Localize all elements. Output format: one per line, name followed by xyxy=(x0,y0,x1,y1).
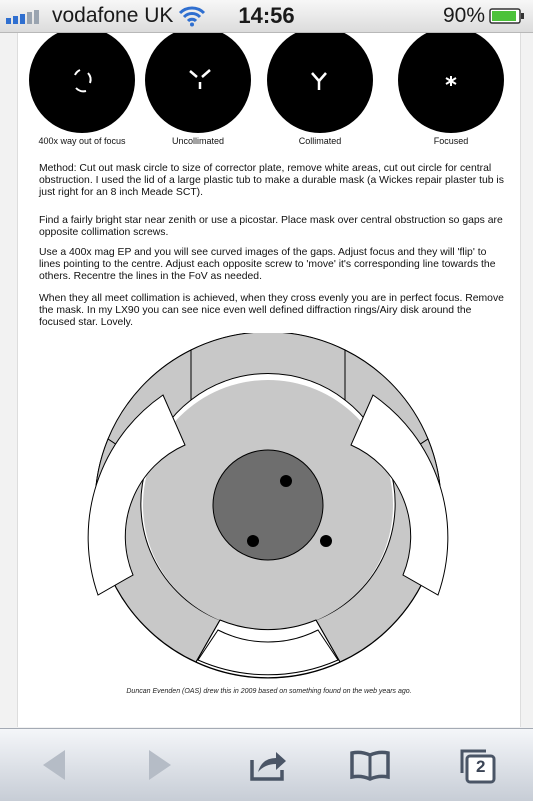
back-button[interactable] xyxy=(32,743,76,787)
disc-out-of-focus xyxy=(29,33,135,133)
web-page[interactable] xyxy=(17,33,521,727)
battery-percent: 90% xyxy=(442,4,485,27)
collimation-screw-right xyxy=(320,535,332,547)
status-bar xyxy=(0,0,533,33)
tab-count: 2 xyxy=(476,757,486,776)
disc-label-focused: Focused xyxy=(433,136,469,146)
disc-uncollimated xyxy=(145,33,251,133)
back-arrow-icon xyxy=(39,748,69,782)
disc-label-uncollimated: Uncollimated xyxy=(171,136,225,146)
clock: 14:56 xyxy=(238,3,295,28)
share-icon xyxy=(248,748,288,782)
diagram-credit: Duncan Evenden (OAS) drew this in 2009 based on something found on the web years ago. xyxy=(126,688,412,695)
tabs-button[interactable] xyxy=(456,743,500,787)
paragraph-find-star: Find a fairly bright star near zenith or use a picostar. Place mask over central obstruction so gaps are opposite collimation screws. xyxy=(39,215,503,238)
central-obstruction xyxy=(213,450,323,560)
bookmarks-book-icon xyxy=(349,749,391,781)
collimation-screw-top xyxy=(280,475,292,487)
paragraph-method: Method: Cut out mask circle to size of corrector plate, remove white areas, cut out circle for central obstruction. I used the lid of a large plastic tub to make a durable mask (a Wickes repair plaster tub is just right for an 8 inch Meade SCT). xyxy=(39,163,504,198)
carrier-name: vodafone UK xyxy=(52,4,174,27)
paragraph-conclusion: When they all meet collimation is achieved, when they cross evenly you are in perfect focus. Remove the mask. In my LX90 you can see nice even well defined diffraction rings/Airy disk around the focused star. Lovely. xyxy=(39,293,504,328)
forward-button[interactable] xyxy=(138,743,182,787)
browser-toolbar xyxy=(0,728,533,801)
disc-images xyxy=(18,33,520,133)
mask-diagram xyxy=(18,333,520,688)
disc-label-out-of-focus: 400x way out of focus xyxy=(38,136,126,146)
disc-label-collimated: Collimated xyxy=(298,136,342,146)
paragraph-adjust: Use a 400x mag EP and you will see curved images of the gaps. Adjust focus and they will 'flip' to lines pointing to the centre. Adjust each opposite screw to 'move' it's corresponding line towards the others. Recentre the lines in the FoV as needed. xyxy=(39,247,496,282)
forward-arrow-icon xyxy=(145,748,175,782)
bookmarks-button[interactable] xyxy=(348,743,392,787)
battery-icon xyxy=(489,8,525,24)
collimation-screw-left xyxy=(247,535,259,547)
share-button[interactable] xyxy=(246,743,290,787)
